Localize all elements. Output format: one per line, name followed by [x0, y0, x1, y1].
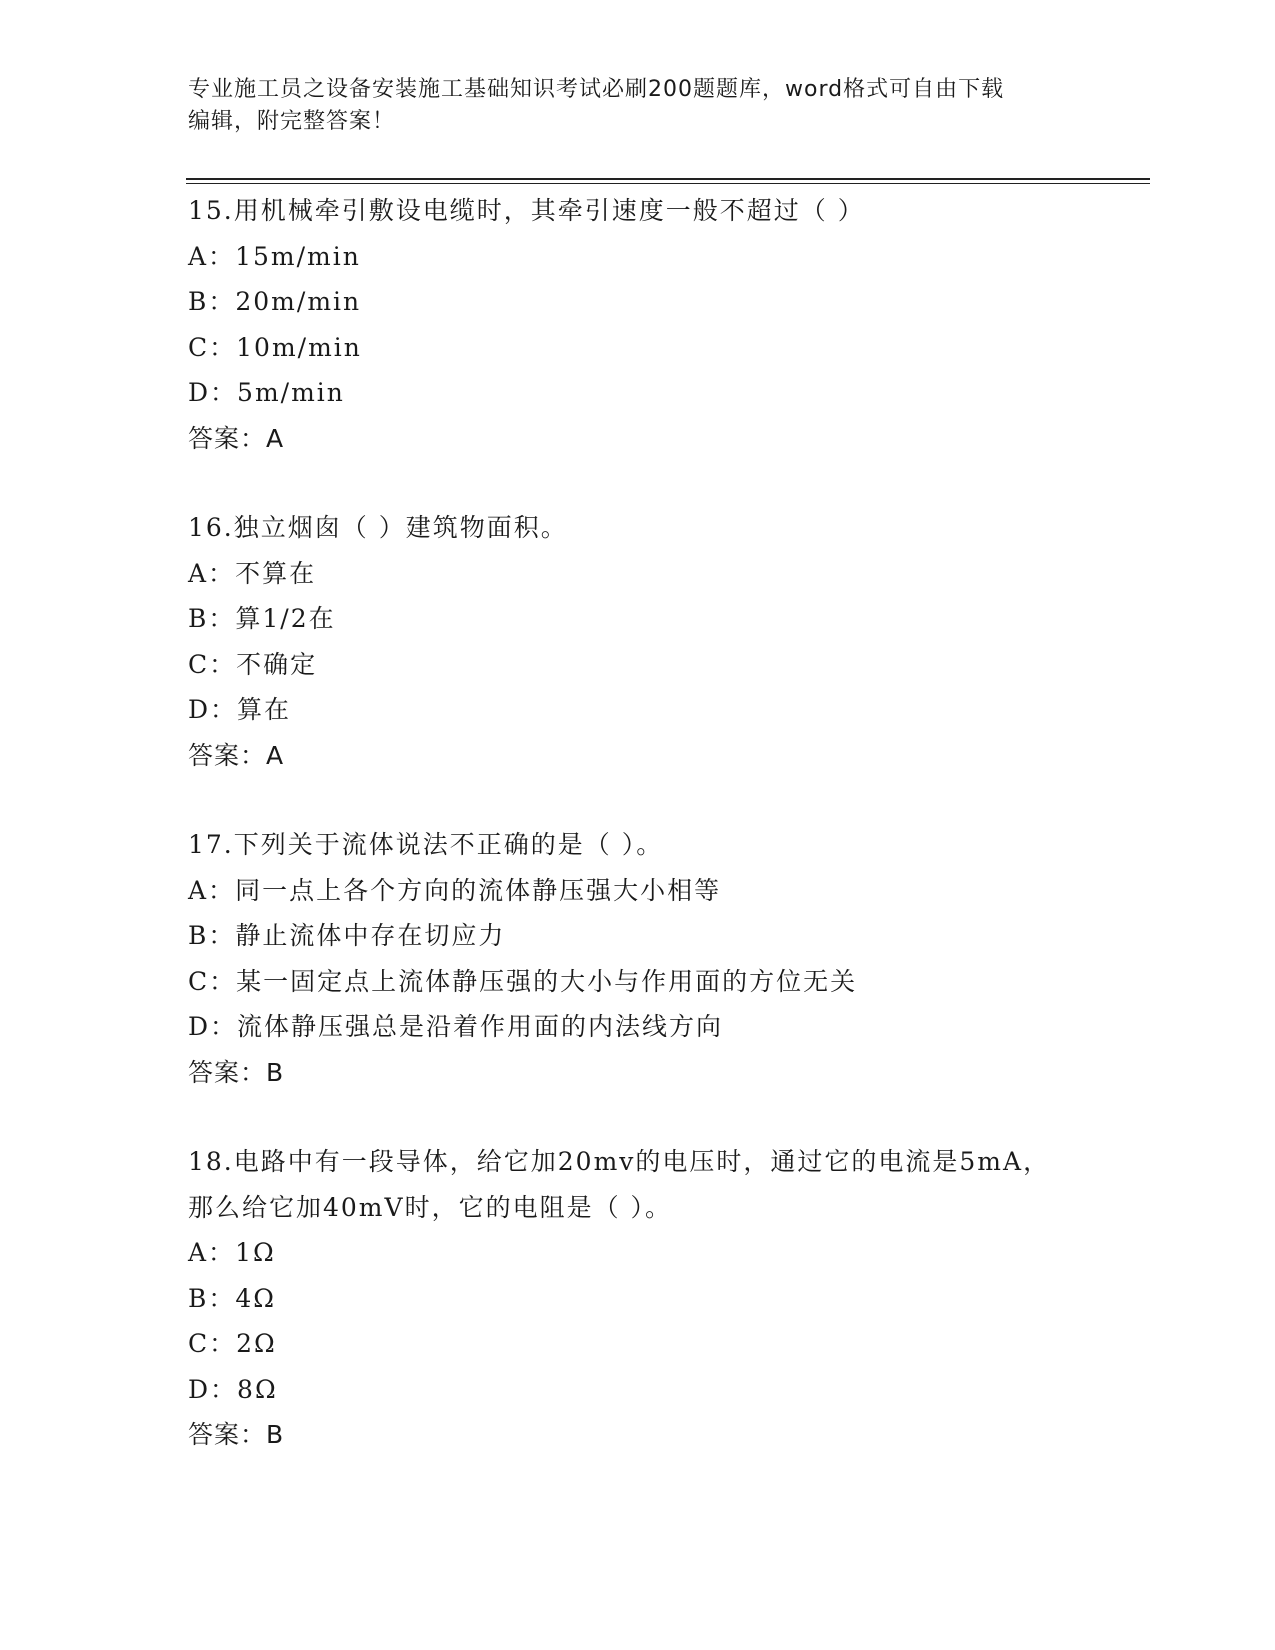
option-key: D：	[188, 1374, 238, 1404]
option-c	[188, 959, 1148, 1005]
option-text: 算1/2在	[235, 604, 336, 633]
question-stem: 16.独立烟囱（ ）建筑物面积。	[188, 513, 568, 542]
option-key: B：	[188, 287, 236, 316]
option-key: A：	[188, 875, 236, 905]
option-key: A：	[188, 1238, 236, 1267]
header-divider-thick	[186, 178, 1150, 180]
option-text: 不算在	[235, 558, 317, 588]
option-d	[188, 687, 1148, 733]
option-key: C：	[188, 966, 237, 996]
question-stem: 15.用机械牵引敷设电缆时，其牵引速度一般不超过（ ）	[188, 196, 865, 225]
question-15	[188, 188, 1148, 461]
option-a	[188, 1230, 1148, 1276]
question-stem-line-2: 那么给它加40mV时，它的电阻是（ ）。	[188, 1192, 673, 1222]
option-text: 2Ω	[236, 1329, 277, 1358]
option-key: D：	[188, 378, 238, 407]
option-d	[188, 370, 1148, 416]
option-key: C：	[188, 1329, 237, 1358]
option-text: 15m/min	[235, 241, 361, 271]
question-stem-line-1: 18.电路中有一段导体，给它加20mv的电压时，通过它的电流是5mA，	[188, 1147, 1051, 1176]
question-17	[188, 822, 1148, 1095]
option-text: 静止流体中存在切应力	[235, 921, 506, 950]
question-18	[188, 1139, 1148, 1458]
option-b	[188, 279, 1148, 325]
option-text: 4Ω	[235, 1283, 277, 1313]
answer-line: 答案：A	[188, 740, 285, 770]
option-text: 算在	[237, 695, 292, 724]
option-text: 不确定	[236, 649, 318, 679]
option-text: 同一点上各个方向的流体静压强大小相等	[235, 875, 722, 905]
option-a	[188, 868, 1148, 914]
question-list	[188, 188, 1148, 1502]
option-key: A：	[188, 558, 236, 588]
option-c	[188, 642, 1148, 688]
option-d	[188, 1367, 1148, 1413]
option-key: B：	[188, 604, 236, 633]
option-key: C：	[188, 332, 237, 362]
option-a	[188, 551, 1148, 597]
question-16	[188, 505, 1148, 778]
option-a	[188, 234, 1148, 280]
header-divider-thin	[186, 183, 1150, 184]
option-text: 10m/min	[236, 332, 362, 362]
option-b	[188, 913, 1148, 959]
option-key: D：	[188, 1012, 238, 1041]
option-text: 1Ω	[235, 1238, 276, 1267]
answer-line: 答案：A	[188, 423, 285, 453]
answer-line: 答案：B	[188, 1057, 285, 1087]
option-c	[188, 1321, 1148, 1367]
document-header	[188, 74, 1088, 138]
answer-line: 答案：B	[188, 1420, 285, 1449]
option-key: A：	[188, 241, 236, 271]
option-b	[188, 596, 1148, 642]
header-line-1: 专业施工员之设备安装施工基础知识考试必刷200题题库，word格式可自由下载	[188, 77, 1005, 102]
option-text: 某一固定点上流体静压强的大小与作用面的方位无关	[236, 966, 858, 996]
header-line-2: 编辑，附完整答案！	[188, 109, 396, 134]
option-text: 5m/min	[237, 378, 345, 407]
option-key: B：	[188, 921, 236, 950]
option-text: 流体静压强总是沿着作用面的内法线方向	[237, 1012, 724, 1041]
option-d	[188, 1004, 1148, 1050]
option-b	[188, 1276, 1148, 1322]
option-text: 8Ω	[237, 1374, 278, 1404]
option-text: 20m/min	[235, 287, 362, 316]
option-c	[188, 325, 1148, 371]
question-stem: 17.下列关于流体说法不正确的是（ ）。	[188, 830, 664, 859]
option-key: B：	[188, 1283, 236, 1313]
option-key: D：	[188, 695, 238, 724]
option-key: C：	[188, 649, 237, 679]
